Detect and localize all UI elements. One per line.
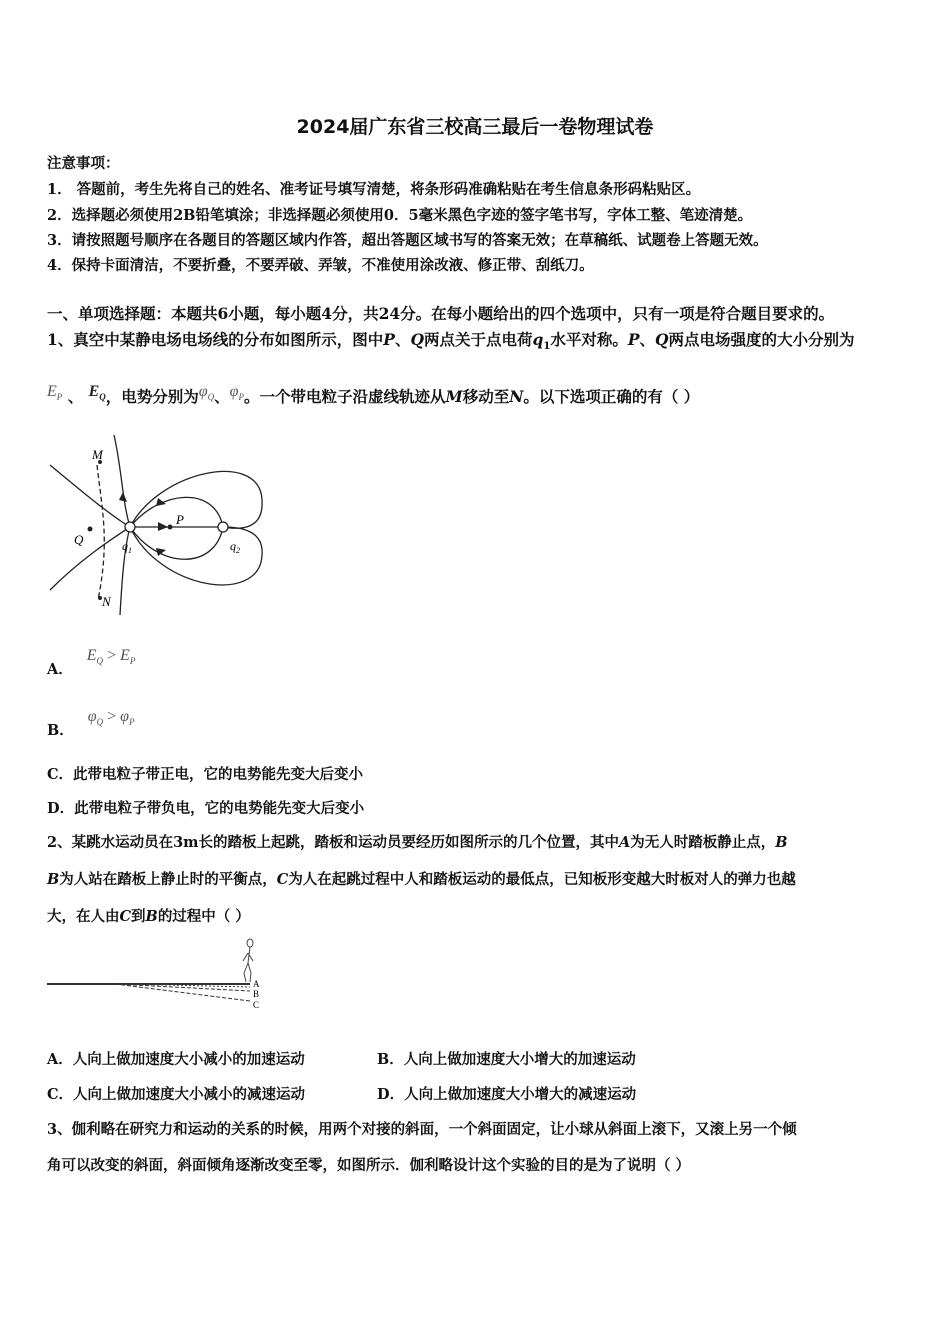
label-q: Q (74, 532, 84, 547)
q1-option-b-math: $\varphi_Q > \varphi_P$ (87, 708, 135, 728)
point-p-dot (168, 525, 173, 530)
page-title: 2024届广东省三校高三最后一卷物理试卷 (296, 116, 654, 138)
q2-stem-line2: B为人站在踏板上静止时的平衡点，C为人在起跳过程中人和踏板运动的最低点，已知板形变越大时板对人的弹力也越 (47, 871, 796, 888)
math-eq: $E_Q$ (88, 383, 106, 403)
q1-option-c[interactable]: C．此带电粒子带正电，它的电势能先变大后变小 (47, 766, 364, 783)
particle-trajectory (97, 465, 104, 600)
q3-stem-line1: 3、伽利略在研究力和运动的关系的时候，用两个对接的斜面，一个斜面固定，让小球从斜面上滚下，又滚上另一个倾 (47, 1121, 797, 1138)
q2-option-d[interactable]: D．人向上做加速度大小增大的减速运动 (377, 1086, 637, 1103)
notice-heading: 注意事项： (47, 155, 120, 172)
notice-item-3: 3．请按照题号顺序在各题目的答题区域内作答，超出答题区域书写的答案无效；在草稿纸、试题卷上答题无效。 (47, 232, 768, 249)
math-ep: $E_P$ (47, 383, 63, 403)
q1-stem-line2: $E_P$ 、 $E_Q$，电势分别为$\varphi_Q$、$\varphi_P$。一个带电粒子沿虚线轨迹从M移动至N。以下选项正确的有（ ） (47, 383, 700, 406)
label-a: A (253, 979, 260, 989)
point-q-dot (88, 527, 93, 532)
label-q2: $q_2$ (230, 539, 240, 555)
arrowhead (158, 522, 168, 531)
q1-field-diagram (40, 430, 280, 615)
field-line-loop-upper-outer (130, 471, 262, 528)
label-b: B (253, 989, 260, 999)
q3-stem-line2: 角可以改变的斜面，斜面倾角逐渐改变至零，如图所示．伽利略设计这个实验的目的是为了说明（ ） (47, 1157, 691, 1174)
notice-item-2: 2．选择题必须使用2B铅笔填涂；非选择题必须使用0．5毫米黑色字迹的签字笔书写，字体工整、笔迹清楚。 (47, 207, 753, 224)
math-phi-q: $\varphi_Q$ (198, 383, 215, 403)
q2-option-c[interactable]: C．人向上做加速度大小减小的减速运动 (47, 1086, 306, 1103)
q2-diving-board-diagram (45, 935, 275, 1015)
q2-option-a[interactable]: A．人向上做加速度大小减小的加速运动 (47, 1051, 305, 1068)
diver-figure (243, 939, 253, 982)
label-c: C (253, 1000, 260, 1010)
field-line-upper-left (50, 465, 130, 527)
arrowhead (119, 492, 127, 502)
math-phi-p: $\varphi_P$ (229, 383, 245, 403)
q1-option-d[interactable]: D．此带电粒子带负电，它的电势能先变大后变小 (47, 800, 365, 817)
notice-item-1: 1． 答题前，考生先将自己的姓名、准考证号填写清楚，将条形码准确粘贴在考生信息条形码粘贴区。 (47, 181, 701, 198)
q1-option-a[interactable]: A．$E_Q > E_P$ (47, 647, 136, 678)
field-line-top (114, 435, 130, 527)
label-n: N (102, 594, 111, 609)
label-p: P (176, 512, 184, 527)
field-line-loop-lower-outer (130, 527, 262, 585)
field-line-loop-lower-inner (130, 527, 223, 559)
q2-option-b[interactable]: B．人向上做加速度大小增大的加速运动 (377, 1051, 636, 1068)
field-line-lower-left (50, 527, 130, 590)
label-q1: $q_1$ (122, 539, 132, 555)
notice-item-4: 4．保持卡面清洁，不要折叠，不要弄破、弄皱，不准使用涂改液、修正带、刮纸刀。 (47, 257, 594, 274)
q1-option-b[interactable]: B．$\varphi_Q > \varphi_P$ (47, 708, 135, 739)
q1-option-a-math: $E_Q > E_P$ (86, 647, 136, 667)
charge-q2 (218, 522, 228, 532)
section-heading: 一、单项选择题：本题共6小题，每小题4分，共24分。在每小题给出的四个选项中，只有一项是符合题目要求的。 (47, 304, 835, 323)
q2-stem-line1: 2、某跳水运动员在3m长的踏板上起跳，踏板和运动员要经历如图所示的几个位置，其中A为无人时踏板静止点，B (47, 834, 788, 851)
q1-stem-line1: 1、真空中某静电场电场线的分布如图所示，图中P、Q两点关于点电荷$q_1$水平对称。P、Q两点电场强度的大小分别为 (47, 330, 855, 353)
charge-q1 (125, 522, 135, 532)
label-m: M (92, 447, 103, 462)
q2-stem-line3: 大，在人由C到B的过程中（ ） (47, 908, 250, 925)
